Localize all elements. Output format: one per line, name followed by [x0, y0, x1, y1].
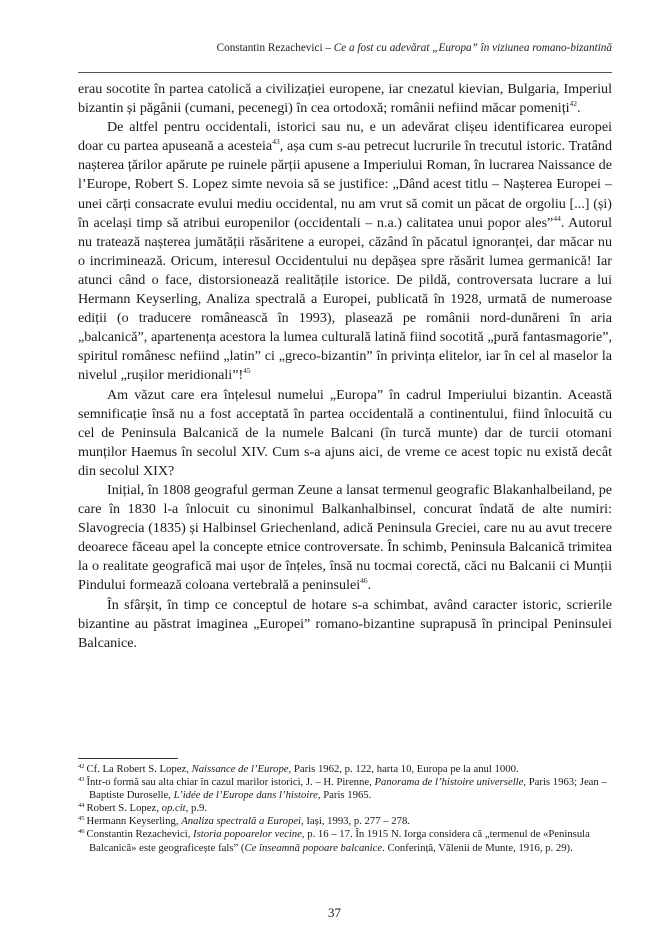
page-number: 37 — [328, 905, 341, 920]
footnote-reference: 44 — [553, 213, 561, 223]
paragraph — [78, 118, 612, 385]
paragraph — [78, 596, 612, 653]
footnote-number: 46 — [78, 828, 85, 836]
text-run: Constantin Rezachevici, — [86, 828, 194, 841]
text-run: Hermann Keyserling, — [86, 815, 182, 828]
text-run: erau socotite în partea catolică a civilizației europene, iar cnezatul kievian, Bulgaria, Imperiul bizantin și păgânii (cumani, pecenegi) în cea ortodoxă; românii nefiind măcar pomeniți — [78, 81, 612, 117]
footnote-number: 42 — [78, 763, 85, 770]
paragraph — [78, 481, 612, 596]
footnote-reference: 46 — [360, 576, 368, 586]
paragraph — [78, 80, 612, 118]
footnote-number: 44 — [78, 802, 85, 810]
text-run: . — [367, 577, 372, 594]
text-run: , Paris 1965. — [317, 789, 372, 802]
text-run: . — [577, 100, 581, 117]
header-dash: – — [325, 42, 331, 54]
text-run: Am văzut care era înțelesul numelui „Europa” în cadrul Imperiului bizantin. Această semnificație însă nu a fost acceptată în partea occidentală a continentului, fiind înlocuită cu cel de Peninsula Balcanică de la numele Balcani (în turcă munte) dar de turcii otomani munților Haemus în secolul XIV. Cum s-a ajuns aici, de vreme ce acest topic nu există decât din secolul XIX? — [78, 386, 612, 479]
footnote-separator — [78, 758, 178, 759]
footnote — [78, 815, 612, 828]
footnote — [78, 802, 612, 815]
italic-title: Naissance de l’Europe, — [191, 763, 292, 775]
text-run: De altfel pentru occidentali, istorici sau nu, e un adevărat clișeu identificarea europei doar cu partea apuseană a acesteia — [78, 119, 612, 155]
running-header — [78, 42, 612, 54]
text-run: Paris 1963; Jean – Baptiste Duroselle, — [89, 776, 607, 802]
text-run: , așa cum s-au petrecut lucrurile în trecutul istoric. Tratând nașterea țărilor apărute pe ruinele părții apusene a Imperiului Roman, în lucrarea Naissance de l’Europe, Robert S. Lopez simte nevoia să se justifice: „Dând acest titlu – Nașterea Europei – unei cărți consacrate evului mediu occidental, nu am vrut să comit un păcat de orgoliu [...] (și) în același timp să atribui europenilor (occidentali – n.a.) calitatea unui popor ales” — [78, 138, 612, 231]
header-rule — [78, 72, 612, 73]
header-title: Ce a fost cu adevărat „Europa” în viziunea romano-bizantină — [333, 42, 612, 54]
text-run: În sfârșit, în timp ce conceptul de hotare s-a schimbat, având caracter istoric, scrierile bizantine au păstrat imaginea „Europei” romano-bizantine suprapusă în principal Peninsulei Balcanice. — [78, 596, 612, 651]
footnote — [78, 763, 612, 776]
text-run: p.9. — [188, 802, 208, 815]
text-run: . Conferință, Vălenii de Munte, 1916, p. 29). — [382, 841, 573, 854]
paragraph — [78, 386, 612, 481]
footnote-number: 45 — [78, 815, 85, 823]
text-run: Într-o formă sau alta chiar în cazul marilor istorici, J. – H. Pirenne, — [86, 776, 375, 789]
footnote-reference: 43 — [272, 137, 280, 147]
footnote-reference: 45 — [243, 366, 251, 376]
text-run: Inițial, în 1808 geograful german Zeune a lansat termenul geografic Blakanhalbeiland, pe care în 1830 l-a înlocuit cu sinonimul Balkanhalbinsel, concurat îndată de alte numiri: Slavogrecia (1835) și Halbinsel Griechenland, adică Peninsula Greciei, care nu au avut trecere deoarece făceau apel la concepte etnice controversate. În schimb, Peninsula Balcanică trimitea la o realitate geografică mai ușor de înțeles, însă nu tocmai corectă, căci nu Balcanii ci Munții Pindului formează coloana vertebrală a peninsulei — [78, 481, 612, 594]
text-run: Robert S. Lopez, — [86, 802, 162, 815]
italic-title: op.cit, — [161, 802, 189, 815]
footnotes — [78, 763, 612, 855]
text-run: Cf. La Robert S. Lopez, — [86, 763, 192, 775]
italic-title: L’idée de l’Europe dans l’histoire — [173, 789, 318, 802]
text-run: p. 16 – 17. În 1915 N. Iorga considera că „termenul de «Peninsula Balcanică» este geograficește fals” ( — [89, 828, 590, 854]
footnote-number: 43 — [78, 776, 85, 784]
text-run: . Autorul nu tratează nașterea jumătății răsăritene a europei, căzând în păcatul ignoranței, dar măcar nu o incriminează. Oricum, interesul Occidentului nu depășea spre răsărit lumea germanică! Iar atunci când o face, distorsionează realitățile istorice. De pildă, controversata lucrare a lui Hermann Keyserling, Analiza spectrală a Europei, publicată în 1928, urmată de numeroase ediții (o traducere românească în 1993), plasează pe românii nord-dunăreni în aria „balcanică”, apartenența acestora la lumea culturală latină fiind socotită „pură fantasmagorie”, spiritul românesc nefiind „latin” ci „greco-bizantin” în privința elitelor, iar în cel al maselor la nivelul „rușilor meridionali”! — [78, 214, 612, 384]
body-text — [78, 80, 612, 653]
text-run: Iași, 1993, p. 277 – 278. — [303, 815, 410, 828]
text-run: Paris 1962, p. 122, harta 10, Europa pe la anul 1000. — [291, 763, 519, 775]
italic-title: Ce înseamnă popoare balcanice — [244, 841, 383, 854]
footnote — [78, 828, 612, 854]
italic-title: Istoria popoarelor vecine, — [193, 828, 305, 841]
italic-title: Panorama de l’histoire universelle, — [374, 776, 527, 789]
header-author: Constantin Rezachevici — [216, 42, 323, 54]
italic-title: Analiza spectrală a Europei, — [181, 815, 304, 828]
footnote-reference: 42 — [569, 99, 578, 109]
footnote — [78, 776, 612, 802]
